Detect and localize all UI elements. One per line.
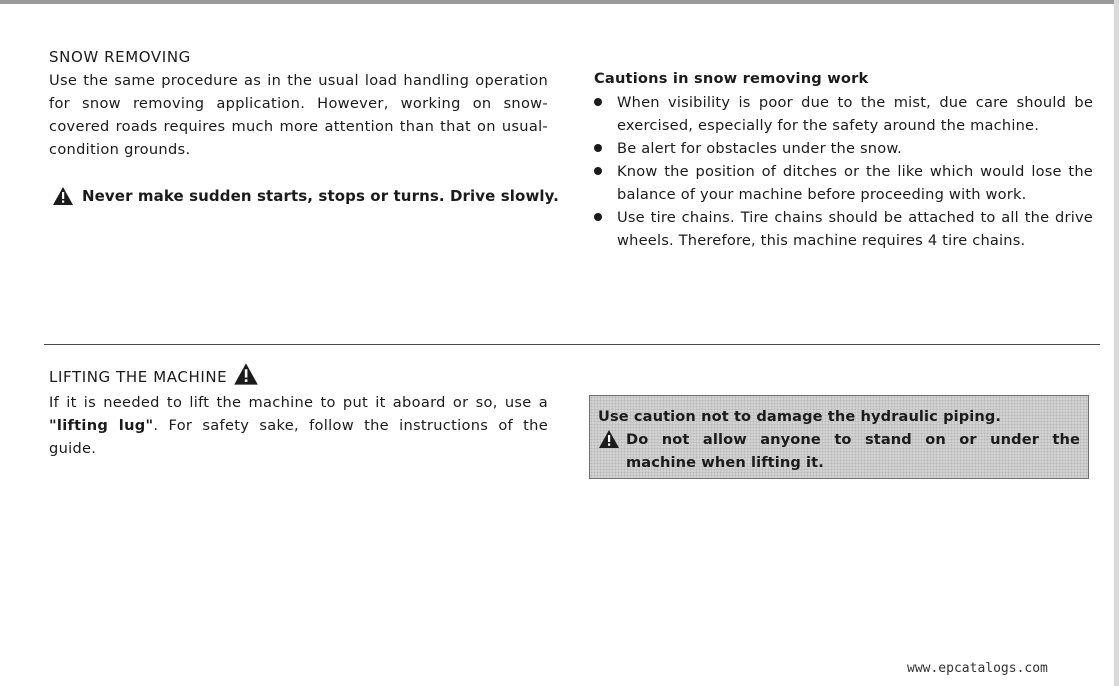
snow-warning xyxy=(52,186,559,206)
warning-triangle-icon xyxy=(598,429,620,449)
note-line-1: Use caution not to damage the hydraulic piping. xyxy=(598,408,1002,425)
warning-triangle-icon xyxy=(52,186,74,206)
warning-triangle-icon xyxy=(233,362,259,386)
bullet-icon xyxy=(594,167,602,175)
bullet-icon xyxy=(594,213,602,221)
note-line-2: Do not allow anyone to stand on or under the machine when lifting it. xyxy=(598,428,1080,474)
lifting-note-box xyxy=(589,395,1089,479)
snow-removing-body: Use the same procedure as in the usual load handling operation for snow removing application. However, working on snow-covered roads requires much more attention than that on usual-condition grounds. xyxy=(49,72,548,158)
top-border xyxy=(0,0,1119,4)
snow-warning-text: Never make sudden starts, stops or turns. Drive slowly. xyxy=(82,187,559,205)
list-item: Be alert for obstacles under the snow. xyxy=(593,137,1093,160)
page-edge xyxy=(1114,0,1119,686)
bullet-icon xyxy=(594,144,602,152)
cautions-title: Cautions in snow removing work xyxy=(594,70,869,87)
section-divider xyxy=(44,344,1100,345)
lifting-body: If it is needed to lift the machine to put it aboard or so, use a "lifting lug". For safety sake, follow the instructions of the guide. xyxy=(49,394,548,457)
list-item: When visibility is poor due to the mist, due care should be exercised, especially for the safety around the machine. xyxy=(593,91,1093,137)
lifting-lug-term: "lifting lug" xyxy=(49,417,154,434)
list-item: Know the position of ditches or the like which would lose the balance of your machine before proceeding with work. xyxy=(593,160,1093,206)
bullet-icon xyxy=(594,98,602,106)
lifting-heading: LIFTING THE MACHINE xyxy=(49,368,228,386)
snow-removing-heading: SNOW REMOVING xyxy=(49,48,191,66)
list-item: Use tire chains. Tire chains should be attached to all the drive wheels. Therefore, this machine requires 4 tire chains. xyxy=(593,206,1093,252)
lifting-heading-row xyxy=(49,362,259,386)
footer-watermark-url: www.epcatalogs.com xyxy=(907,661,1048,676)
cautions-list xyxy=(593,91,1093,252)
